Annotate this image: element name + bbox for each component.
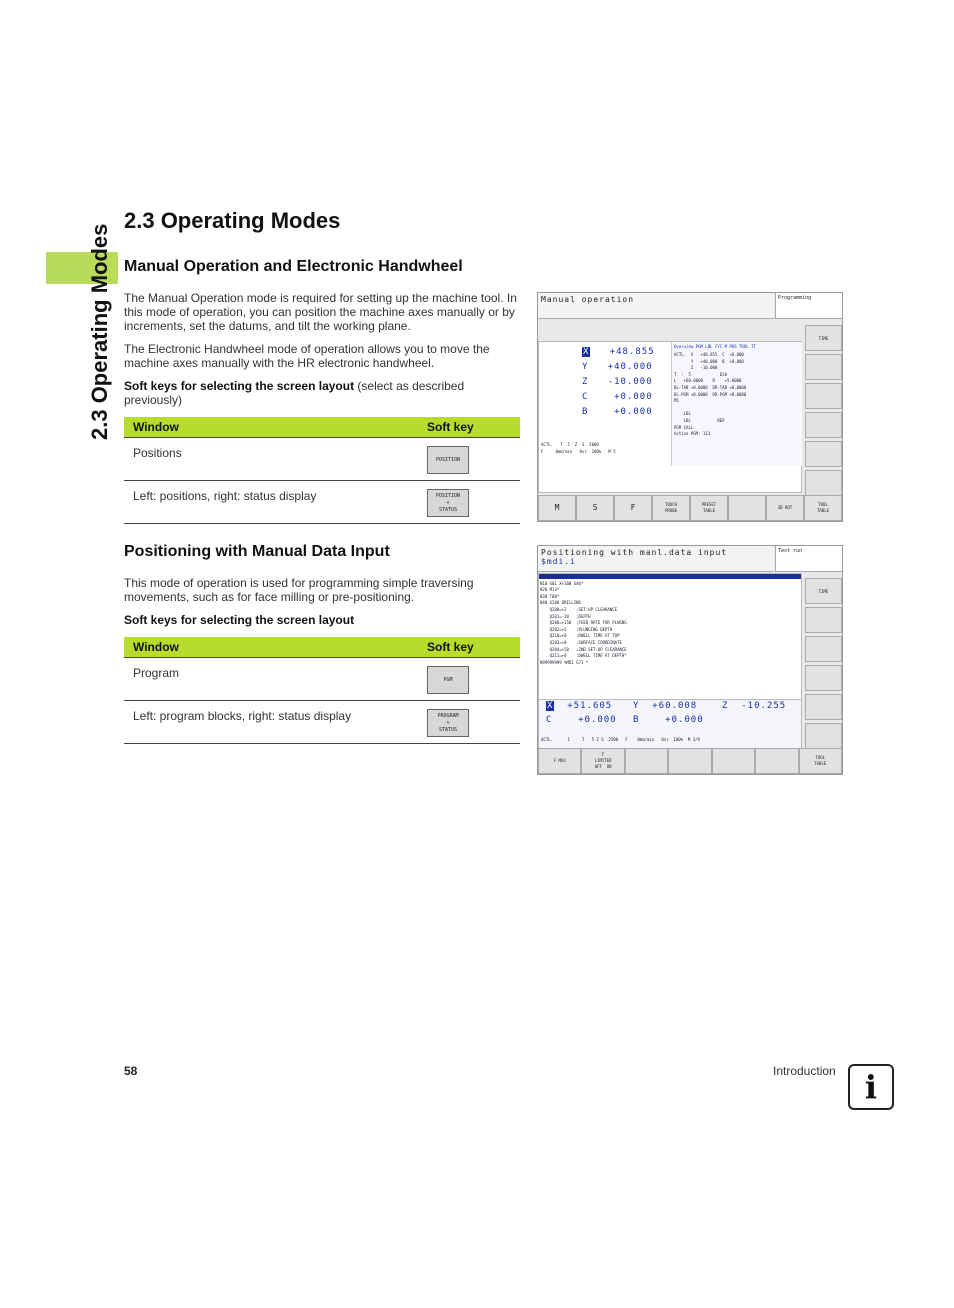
manual-softkeys-rest: (select as described previously): [124, 379, 465, 407]
vertical-softkey[interactable]: [805, 354, 842, 380]
axis-x-value: +48.855: [609, 347, 655, 357]
program-status-softkey[interactable]: PROGRAM + STATUS: [427, 709, 469, 737]
status-panel: Overview PGM LBL CYC M POS TOOL TT ACTL. X +48.855 C +0.000 Y +40.000 B +0.000 Z -10.000 T : 5 D10 L +60.0000 R +5.0000 DL-TAB +0.0000 DR-TAB +0.0000 DL-PGM +0.0000 DR-PGM +0.0000 M5 LBL LBL REP PGM CALL Active PGM: 113: [671, 342, 802, 466]
table-header: [124, 637, 520, 657]
empty-softkey[interactable]: [712, 748, 755, 774]
s-softkey[interactable]: S: [576, 495, 614, 521]
table-row: [124, 658, 520, 701]
screen-title: [538, 546, 774, 572]
axis-z-label: Z: [722, 701, 729, 711]
f-softkey[interactable]: F: [614, 495, 652, 521]
manual-operation-screenshot: [537, 292, 843, 522]
manual-para-2: The Electronic Handwheel mode of operation allows you to move the machine axes manually with the HR electronic handwheel.: [124, 342, 490, 370]
3d-rot-softkey[interactable]: 3D ROT: [766, 495, 804, 521]
mdi-screen-title: Positioning with manl.data input: [541, 548, 728, 557]
tool-table-softkey[interactable]: TOOL TABLE: [804, 495, 842, 521]
window-label: Left: program blocks, right: status display: [133, 709, 352, 723]
position-status-softkey[interactable]: POSITION + STATUS: [427, 489, 469, 517]
empty-softkey[interactable]: [755, 748, 798, 774]
table-row: [124, 701, 520, 744]
axis-x-label: X: [583, 347, 590, 357]
window-label: Program: [133, 666, 180, 680]
mdi-heading: Positioning with Manual Data Input: [124, 543, 390, 560]
vertical-softkey[interactable]: [805, 412, 842, 438]
mdi-softkeys-note: [124, 613, 524, 627]
axis-z-value: -10.000: [607, 377, 653, 387]
page-number: 58: [124, 1064, 138, 1078]
vertical-softkey[interactable]: [805, 383, 842, 409]
table-row: [124, 438, 520, 481]
vertical-softkey[interactable]: [805, 723, 842, 749]
table-header: [124, 417, 520, 437]
m-softkey[interactable]: M: [538, 495, 576, 521]
col-softkey: Soft key: [427, 640, 474, 654]
vertical-softkey[interactable]: [805, 665, 842, 691]
axis-y-label: Y: [582, 362, 589, 372]
manual-heading: Manual Operation and Electronic Handwheel: [124, 258, 463, 275]
vertical-softkeys: [805, 578, 842, 752]
empty-softkey[interactable]: [625, 748, 668, 774]
horizontal-softkeys: [538, 748, 842, 774]
axis-c-value: +0.000: [614, 392, 653, 402]
vertical-softkey[interactable]: [805, 694, 842, 720]
axis-b-label: B: [582, 407, 589, 417]
axis-z-value: -10.255: [741, 701, 787, 711]
program-text: %MDI G71 * N10 G01 X+100 G40* N20 M13* N30 T00* N40 G200 DRILLING Q200=+2 ;SET-UP CLEARANCE Q201=-20 ;DEPTH Q206=+150 ;FEED RATE FOR PLNGNG Q202=+5 ;PLUNGING DEPTH Q210=+0 ;DWELL TIME AT TOP Q203=+0 ;SURFACE COORDINATE Q204=+50 ;2ND SET-UP CLEARANCE Q211=+0 ;DWELL TIME AT DEPTH* N99999999 %MDI G71 *: [540, 574, 627, 665]
axis-y-value: +40.000: [607, 362, 653, 372]
vertical-softkey[interactable]: [805, 441, 842, 467]
f-max-softkey[interactable]: F MAX: [538, 748, 581, 774]
manual-para-1: The Manual Operation mode is required for setting up the machine tool. In this mode of operation, you can position the machine axes manually or by increments, set the datums, and tilt the working plane.: [124, 291, 517, 333]
axis-c-value: +0.000: [578, 715, 617, 725]
col-window: Window: [133, 420, 179, 434]
axis-b-value: +0.000: [614, 407, 653, 417]
axis-x-value: +51.605: [567, 701, 613, 711]
vertical-softkeys: [805, 325, 842, 499]
screen-mode: Test run: [775, 546, 842, 572]
window-label: Positions: [133, 446, 182, 460]
axis-z-label: Z: [582, 377, 589, 387]
axis-y-label: Y: [633, 701, 640, 711]
screen-mode: Programming: [775, 293, 842, 319]
f-limited-softkey[interactable]: F LIMITED OFF ON: [581, 748, 624, 774]
mdi-screenshot: Positioning with manl.data input $mdi.i Test run %MDI G71 * N10 G01 X+100 G40* N20 M13* N30 T00* N40 G200 DRILLING Q200=+2 ;SET-UP CLEARANCE Q201=-20 ;DEPTH Q206=+150 ;FEED RATE FOR PLNGNG Q202=+5 ;PLUNGING DEPTH Q210=+0 ;DWELL TIME AT TOP Q203=+0 ;SURFACE COORDINATE Q204=+50 ;2ND SET-UP CLEARANCE Q211=+0 ;DWELL TIME AT DEPTH* N99999999 %MDI G71 * X +51.605 Y +60.008 Z -10.255 C +0.000 B +0.000 ACTL. 1 T 5 Z S 2500 F 0mm/min Ovr 100% M 3/9 TIME F MAX F LIMITED OFF ON TOOL TABLE: [537, 545, 843, 775]
vertical-softkey[interactable]: [805, 470, 842, 496]
touch-probe-softkey[interactable]: TOUCH PROBE: [652, 495, 690, 521]
time-softkey[interactable]: TIME: [805, 325, 842, 351]
info-icon: i: [848, 1064, 894, 1110]
axis-x-label: X: [547, 701, 554, 711]
side-chapter-title: 2.3 Operating Modes: [87, 223, 112, 440]
axis-c-label: C: [546, 715, 553, 725]
axis-c-label: C: [582, 392, 589, 402]
empty-softkey[interactable]: [728, 495, 766, 521]
col-window: Window: [133, 640, 179, 654]
axis-b-label: B: [633, 715, 640, 725]
time-softkey[interactable]: TIME: [805, 578, 842, 604]
tool-table-softkey[interactable]: TOOL TABLE: [799, 748, 842, 774]
empty-softkey[interactable]: [668, 748, 711, 774]
position-display: Overview PGM LBL CYC M POS TOOL TT ACTL. X +48.855 C +0.000 Y +40.000 B +0.000 Z -10.000 T : 5 D10 L +60.0000 R +5.0000 DL-TAB +0.0000 DR-TAB +0.0000 DL-PGM +0.0000 DR-PGM +0.0000 M5 LBL LBL REP PGM CALL Active PGM: 113 ACTL. T 5 Z S 2000 F 0mm/min Ovr 100% M 5: [538, 341, 802, 493]
manual-softkeys-bold: Soft keys for selecting the screen layout: [124, 379, 355, 393]
col-softkey: Soft key: [427, 420, 474, 434]
preset-table-softkey[interactable]: PRESET TABLE: [690, 495, 728, 521]
screen-title: Manual operation: [538, 293, 774, 319]
chapter-name: Introduction: [773, 1064, 836, 1078]
pgm-softkey[interactable]: PGM: [427, 666, 469, 694]
mdi-file-name: $mdi.i: [541, 557, 576, 566]
mdi-softkey-table: [124, 637, 520, 744]
vertical-softkey[interactable]: [805, 636, 842, 662]
window-label: Left: positions, right: status display: [133, 489, 317, 503]
position-softkey[interactable]: POSITION: [427, 446, 469, 474]
table-row: [124, 481, 520, 524]
section-title: 2.3 Operating Modes: [124, 208, 341, 233]
manual-softkeys-note: [124, 379, 524, 407]
program-blocks: [538, 573, 802, 701]
horizontal-softkeys: [538, 495, 842, 521]
mdi-softkeys-bold: Soft keys for selecting the screen layout: [124, 613, 355, 627]
manual-softkey-table: [124, 417, 520, 524]
axis-b-value: +0.000: [665, 715, 704, 725]
mdi-para-1: This mode of operation is used for programming simple traversing movements, such as for face milling or pre-positioning.: [124, 576, 474, 604]
vertical-softkey[interactable]: [805, 607, 842, 633]
axis-y-value: +60.008: [652, 701, 698, 711]
